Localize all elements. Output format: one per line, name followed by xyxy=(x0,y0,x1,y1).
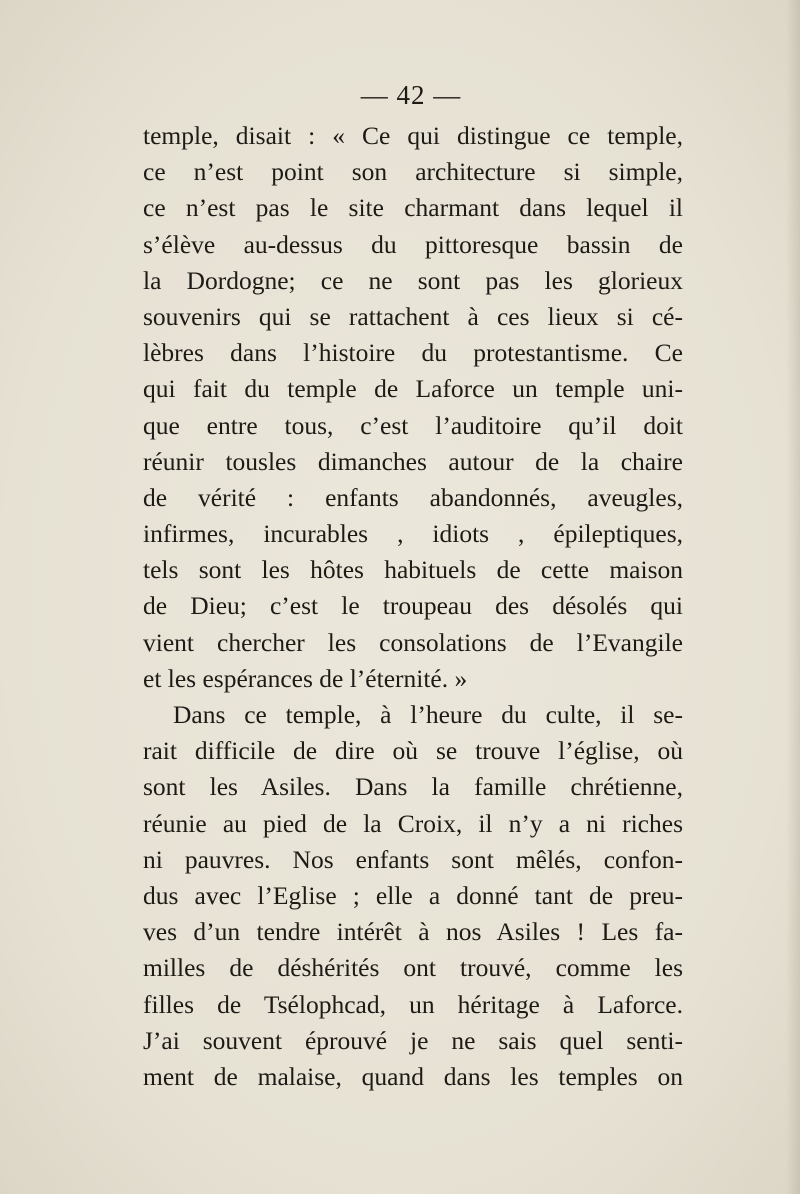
text-line: la Dordogne; ce ne sont pas les glorieux xyxy=(143,265,683,295)
text-line: ment de malaise, quand dans les temples on xyxy=(143,1061,683,1091)
text-line: filles de Tsélophcad, un héritage à Laforce. xyxy=(143,989,683,1019)
body-text xyxy=(143,118,683,1095)
text-line: de vérité : enfants abandonnés, aveugles, xyxy=(143,482,683,512)
text-line: ce n’est point son architecture si simple, xyxy=(143,157,683,187)
text-line: temple, disait : « Ce qui distingue ce temple, xyxy=(143,121,683,150)
text-line: tels sont les hôtes habituels de cette maison xyxy=(143,555,683,585)
paragraph-end-line: et les espérances de l’éternité. » xyxy=(143,663,468,693)
page-number: — 42 — xyxy=(360,80,462,110)
text-line: vient chercher les consolations de l’Evangile xyxy=(143,627,683,657)
text-line: de Dieu; c’est le troupeau des désolés qui xyxy=(143,591,683,621)
paragraph-start-line: Dans ce temple, à l’heure du culte, il se- xyxy=(173,700,683,729)
text-line: infirmes, incurables , idiots , épileptiques, xyxy=(143,519,683,549)
text-line: ves d’un tendre intérêt à nos Asiles ! Les fa- xyxy=(143,917,683,947)
text-line: réunir tousles dimanches autour de la chaire xyxy=(143,446,683,476)
text-line: qui fait du temple de Laforce un temple uni- xyxy=(143,374,683,404)
text-line: ce n’est pas le site charmant dans lequel il xyxy=(143,193,683,223)
text-line: souvenirs qui se rattachent à ces lieux si cé- xyxy=(143,301,683,331)
text-line: J’ai souvent éprouvé je ne sais quel senti- xyxy=(143,1025,683,1055)
text-line: rait difficile de dire où se trouve l’église, où xyxy=(143,736,683,766)
text-line: lèbres dans l’histoire du protestantisme. Ce xyxy=(143,338,683,368)
text-line: ni pauvres. Nos enfants sont mêlés, confon- xyxy=(143,844,683,874)
text-line: dus avec l’Eglise ; elle a donné tant de preu- xyxy=(143,880,683,910)
text-line: sont les Asiles. Dans la famille chrétienne, xyxy=(143,772,683,802)
page-edge-shadow xyxy=(786,0,800,1194)
text-line: réunie au pied de la Croix, il n’y a ni riches xyxy=(143,808,683,838)
text-line: s’élève au-dessus du pittoresque bassin de xyxy=(143,229,683,259)
text-line: milles de déshérités ont trouvé, comme les xyxy=(143,953,683,983)
text-line: que entre tous, c’est l’auditoire qu’il doit xyxy=(143,410,683,440)
